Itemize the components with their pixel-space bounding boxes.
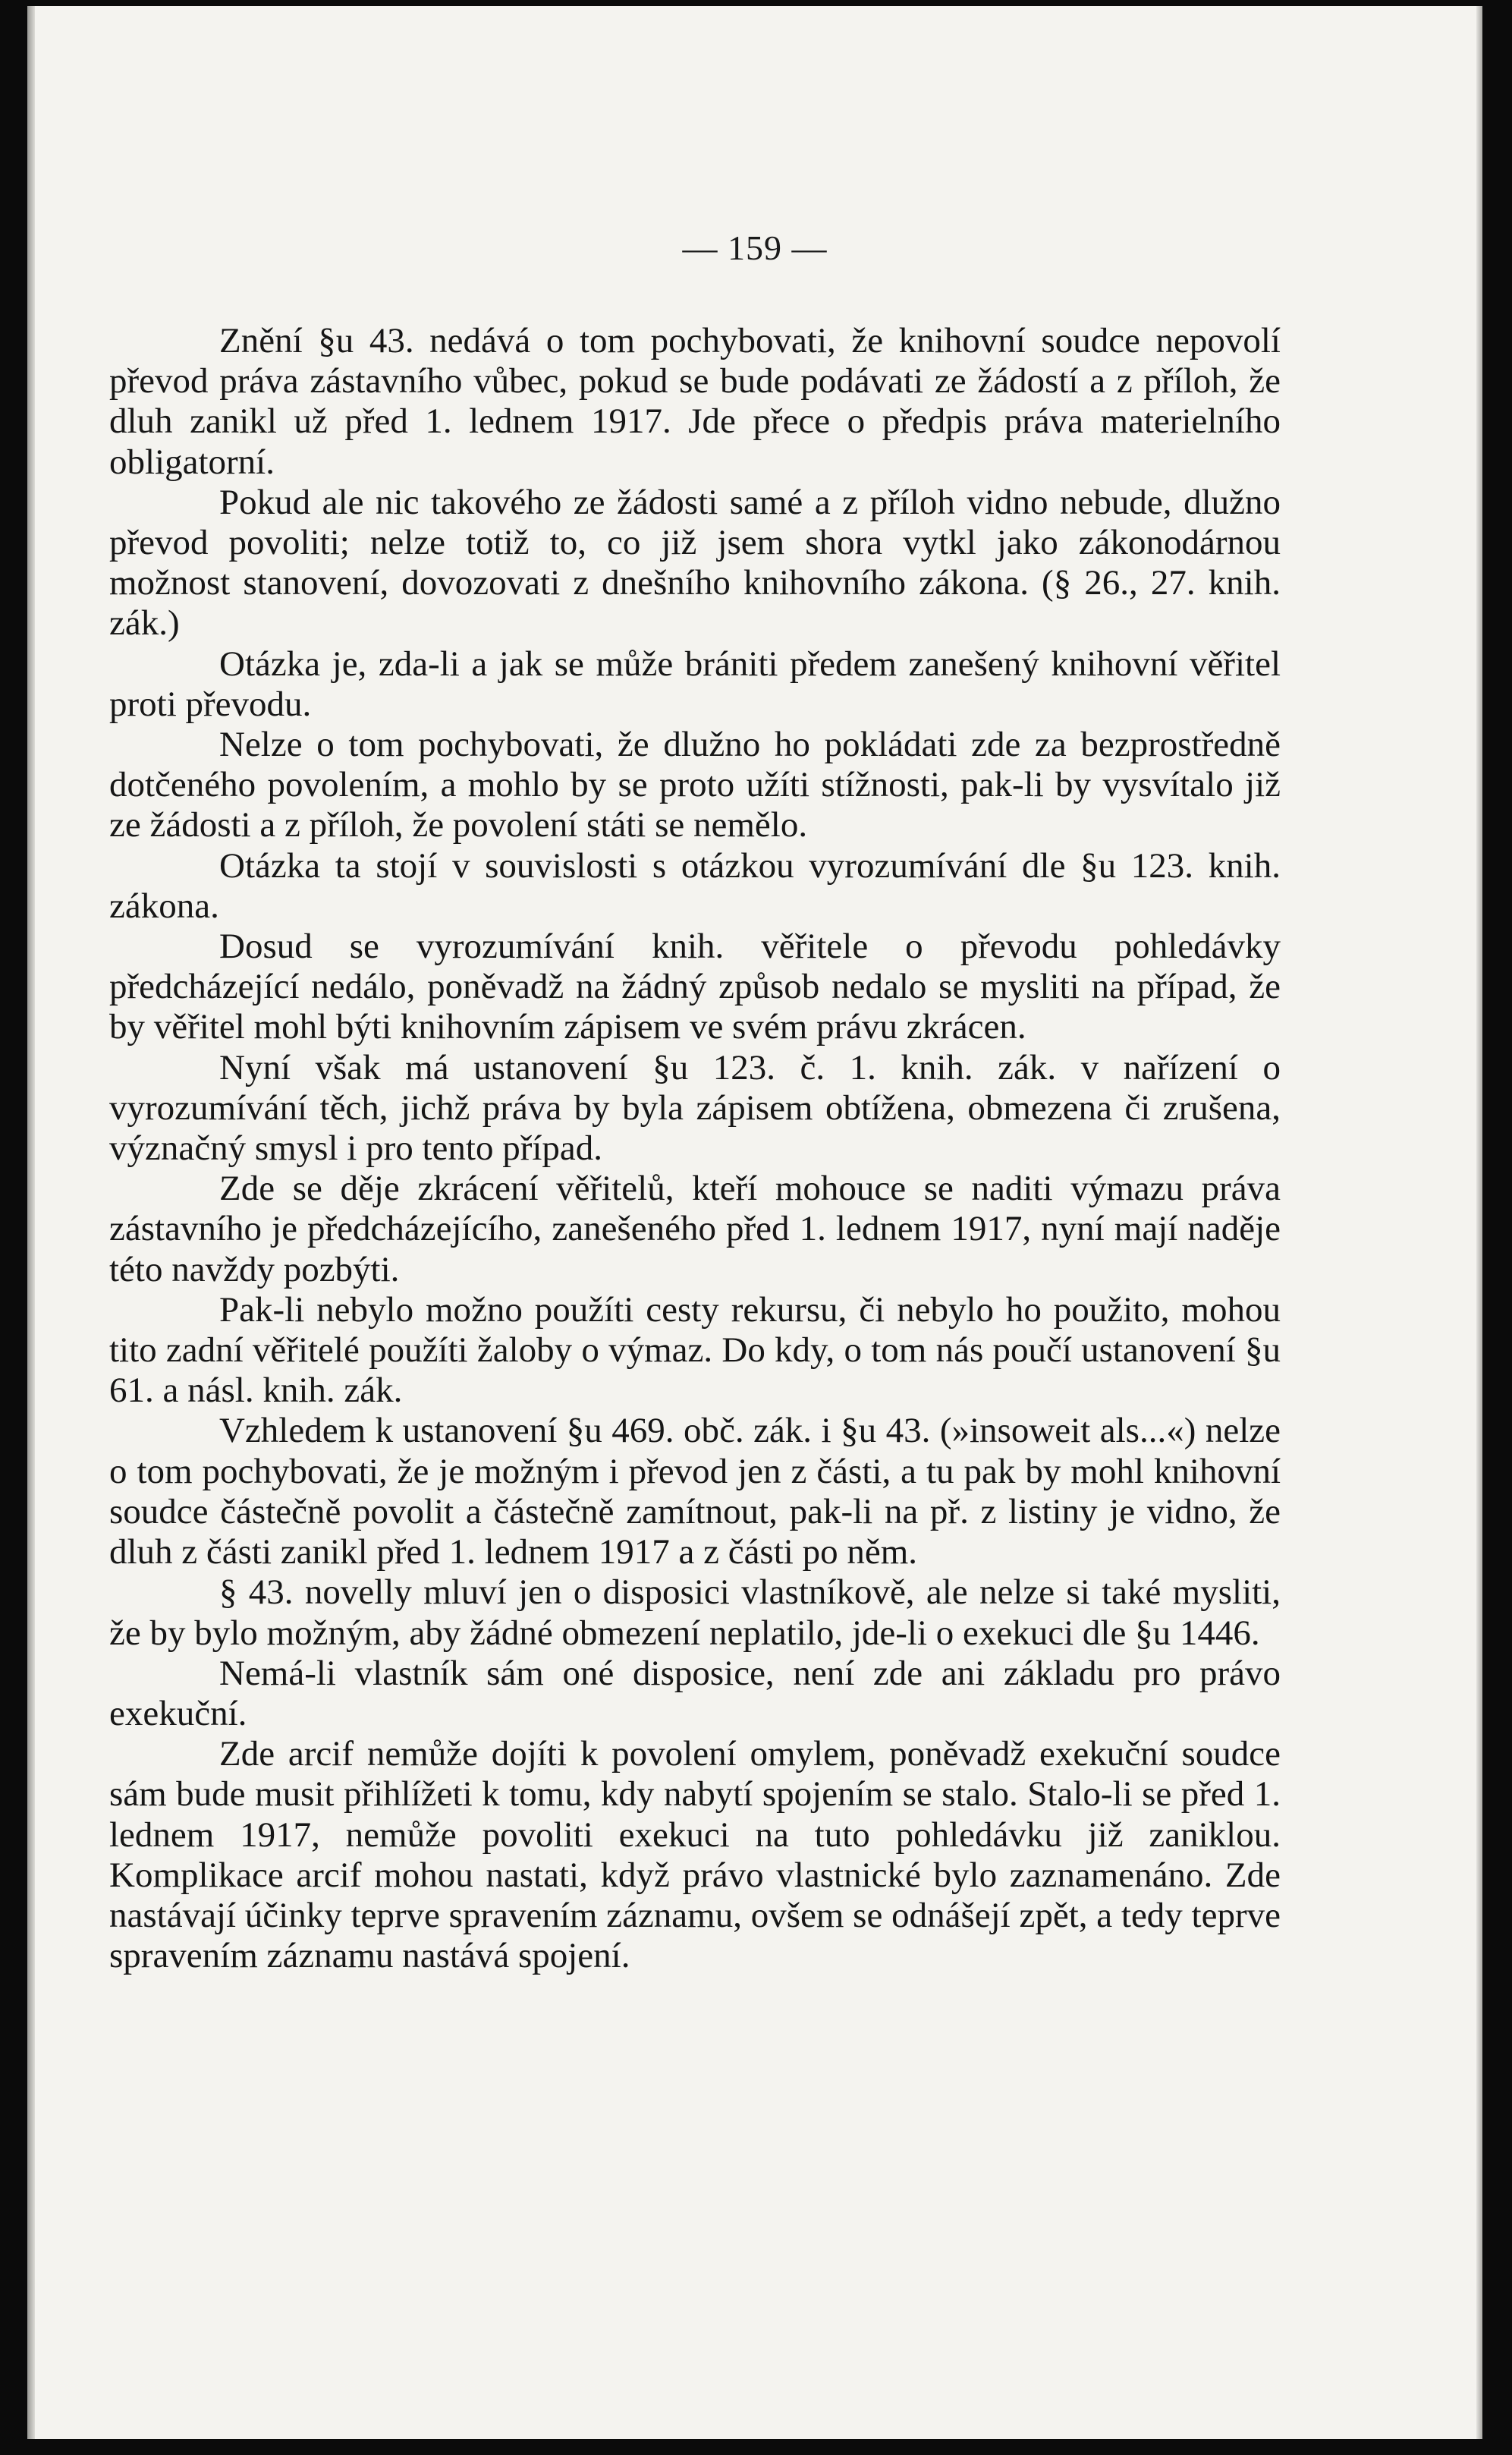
page-right-edge: [1476, 6, 1482, 2439]
paragraph: Zde arcif nemůže dojíti k povolení omylem, poněvadž exekuční soudce sám bude musit přihlížeti k tomu, kdy nabytí spojením se stalo. Stalo-li se před 1. lednem 1917, nemůže povoliti exekuci na tuto pohledávku již zaniklou. Komplikace arcif mohou nastati, když právo vlastnické bylo zaznamenáno. Zde nastávají účinky teprve spravením záznamu, ovšem se odnášejí zpět, a tedy teprve spravením záznamu nastává spojení.: [109, 1734, 1281, 1976]
body-text: [109, 321, 1281, 1976]
paragraph: Otázka je, zda-li a jak se může brániti předem zanešený knihovní věřitel proti převodu.: [109, 644, 1281, 724]
paragraph: Nelze o tom pochybovati, že dlužno ho pokládati zde za bezprostředně dotčeného povolením, a mohlo by se proto užíti stížnosti, pak-li by vysvítalo již ze žádosti a z příloh, že povolení státi se nemělo.: [109, 725, 1281, 845]
paragraph: Pak-li nebylo možno použíti cesty rekursu, či nebylo ho použito, mohou tito zadní věřitelé použíti žaloby o výmaz. Do kdy, o tom nás poučí ustanovení §u 61. a násl. knih. zák.: [109, 1289, 1281, 1411]
page-left-edge: [27, 6, 35, 2439]
paragraph: § 43. novelly mluví jen o disposici vlastníkově, ale nelze si také mysliti, že by bylo možným, aby žádné obmezení neplatilo, jde-li o exekuci dle §u 1446.: [109, 1572, 1281, 1653]
paragraph: Nyní však má ustanovení §u 123. č. 1. knih. zák. v nařízení o vyrozumívání těch, jichž práva by byla zápisem obtížena, obmezena či zrušena, význačný smysl i pro tento případ.: [109, 1047, 1281, 1169]
page-number: — 159 —: [682, 228, 828, 267]
paragraph: Pokud ale nic takového ze žádosti samé a z příloh vidno nebude, dlužno převod povoliti; nelze totiž to, co již jsem shora vytkl jako zákonodárnou možnost stanovení, dovozovati z dnešního knihovního zákona. (§ 26., 27. knih. zák.): [109, 482, 1281, 644]
paragraph: Znění §u 43. nedává o tom pochybovati, že knihovní soudce nepovolí převod práva zástavního vůbec, pokud se bude podávati ze žádostí a z příloh, že dluh zanikl už před 1. lednem 1917. Jde přece o předpis práva materielního obligatorní.: [109, 321, 1281, 482]
paragraph: Zde se děje zkrácení věřitelů, kteří mohouce se naditi výmazu práva zástavního je předcházejícího, zanešeného před 1. lednem 1917, nyní mají naděje této navždy pozbýti.: [109, 1169, 1281, 1289]
paragraph: Vzhledem k ustanovení §u 469. obč. zák. i §u 43. (»insoweit als...«) nelze o tom pochybovati, že je možným i převod jen z části, a tu pak by mohl knihovní soudce částečně povolit a částečně zamítnout, pak-li na př. z listiny je vidno, že dluh z části zanikl před 1. lednem 1917 a z části po něm.: [109, 1411, 1281, 1572]
paragraph: Dosud se vyrozumívání knih. věřitele o převodu pohledávky předcházející nedálo, poněvadž na žádný způsob nedalo se mysliti na případ, že by věřitel mohl býti knihovním zápisem ve svém právu zkrácen.: [109, 927, 1281, 1047]
paragraph: Nemá-li vlastník sám oné disposice, není zde ani základu pro právo exekuční.: [109, 1653, 1281, 1733]
paragraph: Otázka ta stojí v souvislosti s otázkou vyrozumívání dle §u 123. knih. zákona.: [109, 845, 1281, 926]
book-page: [27, 6, 1482, 2439]
